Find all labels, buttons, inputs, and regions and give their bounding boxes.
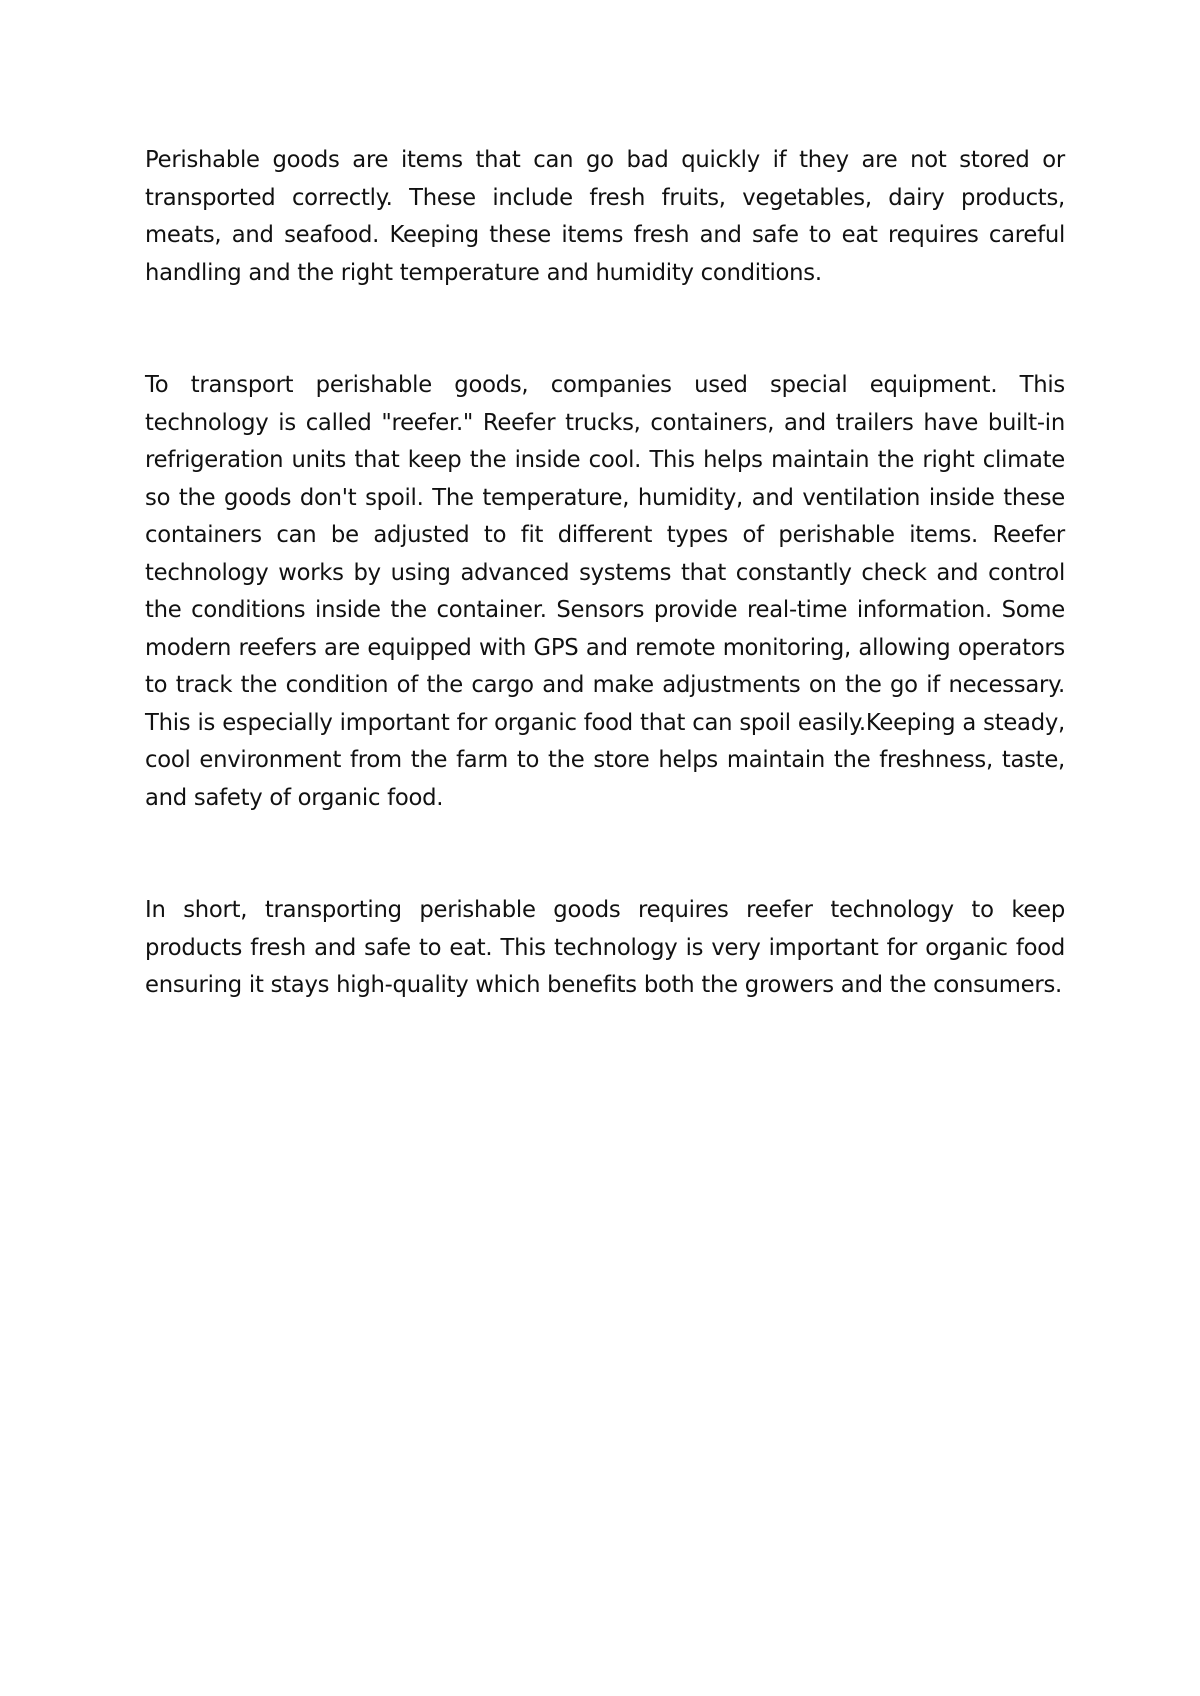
paragraph-perishable-goods-intro: Perishable goods are items that can go bad quickly if they are not stored or transported correctly. These include fresh fruits, vegetables, dairy products, meats, and seafood. Keeping these items fresh and safe to eat requires careful handling and the right temperature and humidity conditions. [145,147,1065,286]
document-body [145,142,1065,1005]
paragraph-conclusion: In short, transporting perishable goods requires reefer technology to keep products fresh and safe to eat. This technology is very important for organic food ensuring it stays high-quality which benefits both the growers and the consumers. [145,897,1065,998]
paragraph-reefer-technology: To transport perishable goods, companies used special equipment. This technology is called "reefer." Reefer trucks, containers, and trailers have built-in refrigeration units that keep the inside cool. This helps maintain the right climate so the goods don't spoil. The temperature, humidity, and ventilation inside these containers can be adjusted to fit different types of perishable items. Reefer technology works by using advanced systems that constantly check and control the conditions inside the container. Sensors provide real-time information. Some modern reefers are equipped with GPS and remote monitoring, allowing operators to track the condition of the cargo and make adjustments on the go if necessary. This is especially important for organic food that can spoil easily.Keeping a steady, cool environment from the farm to the store helps maintain the freshness, taste, and safety of organic food. [145,372,1065,811]
